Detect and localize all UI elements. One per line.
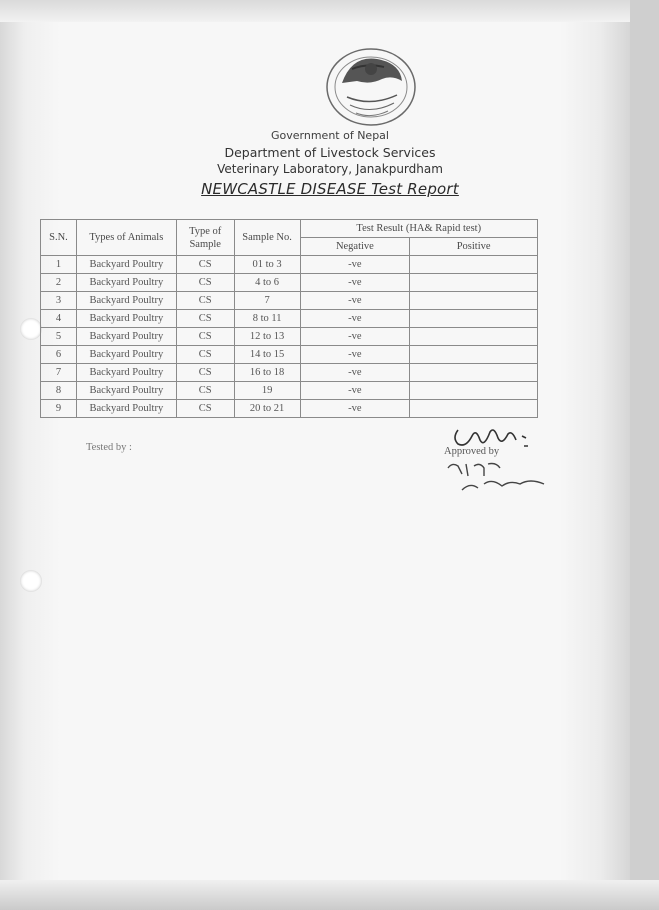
cell-sample: 7 <box>234 292 300 310</box>
cell-sn: 2 <box>41 274 77 292</box>
header-positive: Positive <box>410 238 538 256</box>
cell-sn: 5 <box>41 328 77 346</box>
cell-type: CS <box>176 346 234 364</box>
cell-animal: Backyard Poultry <box>76 292 176 310</box>
header-types-of-animals: Types of Animals <box>76 220 176 256</box>
cell-positive <box>410 382 538 400</box>
table-row <box>41 274 538 292</box>
nepal-emblem-seal <box>322 45 420 133</box>
government-label: Government of Nepal <box>271 129 389 142</box>
cell-sample: 8 to 11 <box>234 310 300 328</box>
cell-animal: Backyard Poultry <box>76 328 176 346</box>
cell-sample: 14 to 15 <box>234 346 300 364</box>
tested-by-label: Tested by : <box>86 442 132 453</box>
cell-animal: Backyard Poultry <box>76 256 176 274</box>
cell-positive <box>410 400 538 418</box>
approval-signature <box>440 418 560 498</box>
cell-type: CS <box>176 400 234 418</box>
cell-negative: -ve <box>300 274 410 292</box>
table-row <box>41 400 538 418</box>
punch-hole <box>20 570 42 592</box>
report-title: NEWCASTLE DISEASE Test Report <box>201 180 459 198</box>
cell-animal: Backyard Poultry <box>76 364 176 382</box>
cell-type: CS <box>176 274 234 292</box>
cell-positive <box>410 364 538 382</box>
cell-negative: -ve <box>300 382 410 400</box>
table-row <box>41 382 538 400</box>
header-sn: S.N. <box>41 220 77 256</box>
header-sample-no: Sample No. <box>234 220 300 256</box>
punch-hole <box>20 318 42 340</box>
cell-positive <box>410 292 538 310</box>
table-row <box>41 310 538 328</box>
scan-shadow-bottom <box>0 880 659 910</box>
cell-sample: 01 to 3 <box>234 256 300 274</box>
test-result-table <box>40 219 538 418</box>
scan-shadow-top <box>0 0 659 22</box>
cell-positive <box>410 256 538 274</box>
cell-negative: -ve <box>300 292 410 310</box>
cell-animal: Backyard Poultry <box>76 274 176 292</box>
header-type-of-sample: Type of Sample <box>176 220 234 256</box>
cell-sn: 3 <box>41 292 77 310</box>
cell-negative: -ve <box>300 346 410 364</box>
table-row <box>41 292 538 310</box>
cell-animal: Backyard Poultry <box>76 346 176 364</box>
table-row <box>41 364 538 382</box>
cell-type: CS <box>176 382 234 400</box>
cell-sample: 16 to 18 <box>234 364 300 382</box>
table-row <box>41 256 538 274</box>
department-label: Department of Livestock Services <box>224 145 436 160</box>
cell-positive <box>410 310 538 328</box>
scan-shadow-right <box>630 0 659 910</box>
cell-sn: 8 <box>41 382 77 400</box>
cell-negative: -ve <box>300 328 410 346</box>
cell-animal: Backyard Poultry <box>76 310 176 328</box>
cell-positive <box>410 274 538 292</box>
cell-sn: 9 <box>41 400 77 418</box>
cell-sn: 4 <box>41 310 77 328</box>
cell-sn: 7 <box>41 364 77 382</box>
table-row <box>41 346 538 364</box>
cell-type: CS <box>176 310 234 328</box>
cell-positive <box>410 328 538 346</box>
header-negative: Negative <box>300 238 410 256</box>
cell-negative: -ve <box>300 310 410 328</box>
cell-sn: 6 <box>41 346 77 364</box>
cell-positive <box>410 346 538 364</box>
laboratory-label: Veterinary Laboratory, Janakpurdham <box>217 162 443 176</box>
cell-sample: 4 to 6 <box>234 274 300 292</box>
cell-negative: -ve <box>300 364 410 382</box>
cell-animal: Backyard Poultry <box>76 382 176 400</box>
cell-type: CS <box>176 364 234 382</box>
cell-type: CS <box>176 256 234 274</box>
cell-negative: -ve <box>300 400 410 418</box>
header-test-result: Test Result (HA& Rapid test) <box>300 220 537 238</box>
cell-sample: 12 to 13 <box>234 328 300 346</box>
cell-sample: 20 to 21 <box>234 400 300 418</box>
cell-sn: 1 <box>41 256 77 274</box>
cell-type: CS <box>176 328 234 346</box>
cell-type: CS <box>176 292 234 310</box>
table-row <box>41 328 538 346</box>
cell-sample: 19 <box>234 382 300 400</box>
approved-by-label: Approved by <box>444 446 500 457</box>
cell-negative: -ve <box>300 256 410 274</box>
cell-animal: Backyard Poultry <box>76 400 176 418</box>
